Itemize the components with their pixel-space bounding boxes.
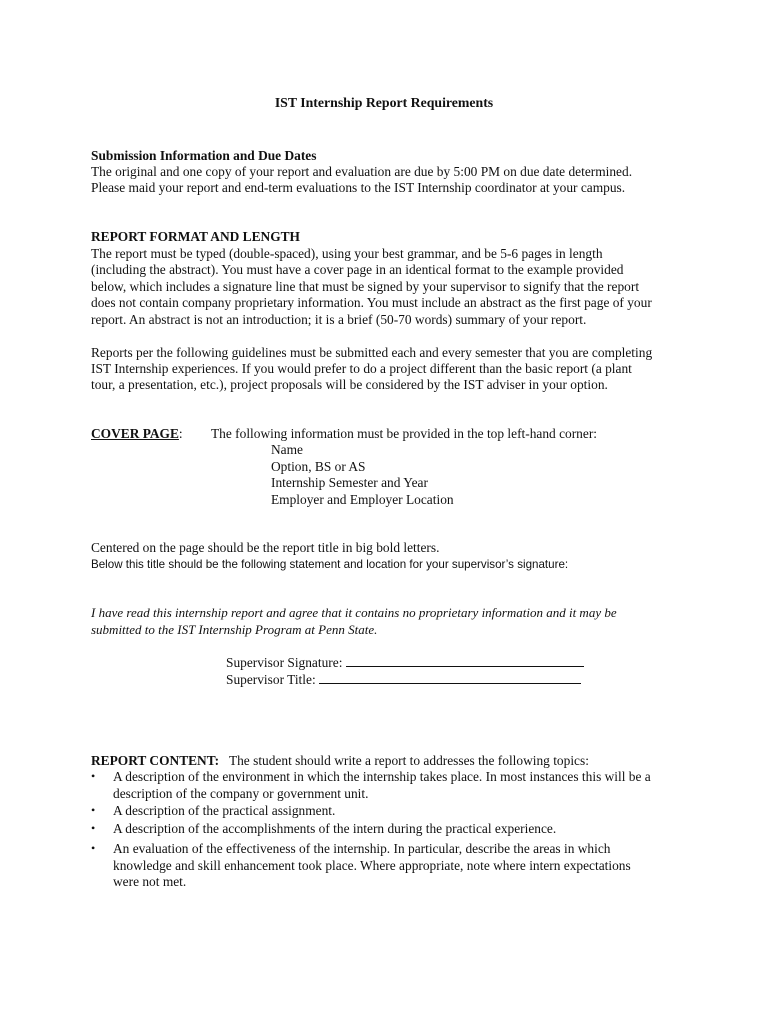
cover-item: Internship Semester and Year xyxy=(271,475,428,490)
content-intro: The student should write a report to addresses the following topics: xyxy=(228,753,589,768)
page-title: IST Internship Report Requirements xyxy=(274,95,494,110)
bullet-icon: • xyxy=(91,803,96,817)
supervisor-statement: I have read this internship report and agree that it contains no proprietary information and it may be xyxy=(91,605,617,620)
content-bullet-line: description of the company or government unit. xyxy=(113,786,369,801)
supervisor-signature-line xyxy=(226,655,584,671)
content-bullet-line: knowledge and skill enhancement took place. Where appropriate, note where intern expectations xyxy=(113,858,631,873)
content-bullet-line: A description of the accomplishments of the intern during the practical experience. xyxy=(113,821,557,836)
signature-instruction: Below this title should be the following statement and location for your supervisor’s signature: xyxy=(91,558,569,571)
cover-item: Employer and Employer Location xyxy=(271,492,454,507)
format-line: does not contain company proprietary information. You must include an abstract as the first page of your xyxy=(91,295,652,310)
bullet-icon: • xyxy=(91,841,96,855)
content-bullet-line: A description of the environment in which the internship takes place. In most instances this will be a xyxy=(113,769,651,784)
title-blank xyxy=(319,672,581,684)
format-heading: REPORT FORMAT AND LENGTH xyxy=(91,229,300,244)
content-bullet-line: An evaluation of the effectiveness of the internship. In particular, describe the areas in which xyxy=(113,841,611,856)
supervisor-signature-label: Supervisor Signature: xyxy=(226,655,343,670)
submission-heading: Submission Information and Due Dates xyxy=(91,148,317,163)
bullet-icon: • xyxy=(91,821,96,835)
submission-line: Please maid your report and end-term evaluations to the IST Internship coordinator at your campus. xyxy=(91,180,626,195)
cover-page-heading: COVER PAGE xyxy=(91,426,179,441)
format-line: (including the abstract). You must have a cover page in an identical format to the example provided xyxy=(91,262,624,277)
guideline-line: IST Internship experiences. If you would prefer to do a project different than the basic report (a plant xyxy=(91,361,632,376)
supervisor-title-line xyxy=(226,672,581,688)
signature-blank xyxy=(346,655,584,667)
cover-page-colon: : xyxy=(178,426,183,441)
content-heading: REPORT CONTENT: xyxy=(91,753,220,768)
format-line: below, which includes a signature line that must be signed by your supervisor to signify that the report xyxy=(91,279,640,294)
centered-title-instruction: Centered on the page should be the report title in big bold letters. xyxy=(91,540,440,555)
format-line: The report must be typed (double-spaced), using your best grammar, and be 5-6 pages in length xyxy=(91,246,603,261)
guideline-line: Reports per the following guidelines must be submitted each and every semester that you are completing xyxy=(91,345,653,360)
supervisor-statement: submitted to the IST Internship Program at Penn State. xyxy=(91,622,378,637)
bullet-icon: • xyxy=(91,769,96,783)
content-heading-line xyxy=(91,753,589,769)
submission-line: The original and one copy of your report and evaluation are due by 5:00 PM on due date determined. xyxy=(91,164,633,179)
guideline-line: tour, a presentation, etc.), project proposals will be considered by the IST adviser in your option. xyxy=(91,377,608,392)
cover-page-label xyxy=(91,426,183,442)
cover-item: Option, BS or AS xyxy=(271,459,366,474)
content-bullet-line: A description of the practical assignment. xyxy=(113,803,336,818)
cover-page-intro: The following information must be provided in the top left-hand corner: xyxy=(211,426,598,441)
format-line: report. An abstract is not an introduction; it is a brief (50-70 words) summary of your report. xyxy=(91,312,587,327)
supervisor-title-label: Supervisor Title: xyxy=(226,672,316,687)
cover-item: Name xyxy=(271,442,303,457)
content-bullet-line: were not met. xyxy=(113,874,187,889)
